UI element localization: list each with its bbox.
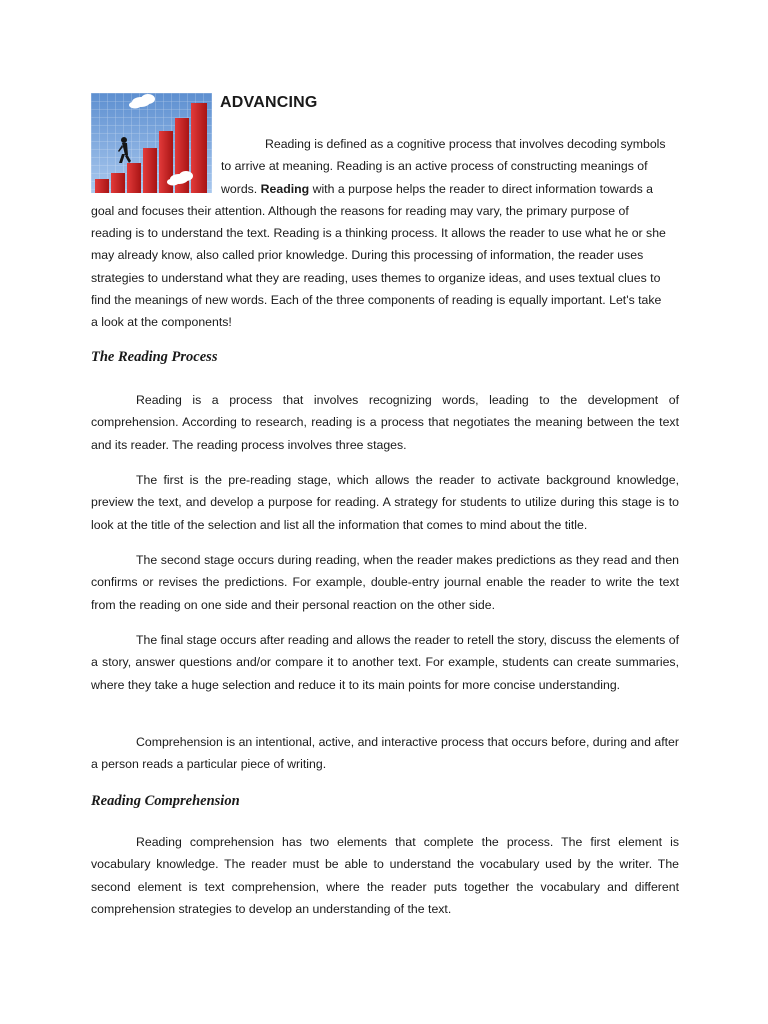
intro-line: reading is to understand the text. Reading is a thinking process. It allows the reader to use what he or she: [91, 226, 666, 241]
intro-text: words.: [221, 181, 261, 196]
body-paragraph: The final stage occurs after reading and allows the reader to retell the story, discuss the elements of a story, answer questions and/or compare it to another text. For example, students can create summaries, where they take a huge selection and reduce it to its main points for more concise understanding.: [91, 633, 679, 692]
intro-line: Reading is defined as a cognitive process that involves decoding symbols: [265, 137, 666, 151]
intro-line: to arrive at meaning. Reading is an active process of constructing meanings of: [221, 159, 648, 174]
intro-line: goal and focuses their attention. Although the reasons for reading may vary, the primary purpose of: [91, 203, 629, 218]
intro-text: with a purpose helps the reader to direct information towards a: [309, 181, 653, 196]
intro-line: [91, 178, 680, 200]
body-paragraph: Reading is a process that involves recognizing words, leading to the development of comprehension. According to research, reading is a process that negotiates the meaning between the text and its reader. The reading process involves three stages.: [91, 393, 679, 452]
page-title: ADVANCING: [220, 94, 318, 111]
body-paragraph: The second stage occurs during reading, when the reader makes predictions as they read and then confirms or revises the predictions. For example, double-entry journal enable the reader to write the text from the reading on one side and their personal reaction on the other side.: [91, 553, 679, 612]
intro-paragraph: [91, 133, 680, 334]
body-paragraph: The first is the pre-reading stage, which allows the reader to activate background knowledge, preview the text, and develop a purpose for reading. A strategy for students to utilize during this stage is to look at the title of the selection and list all the information that comes to mind about the title.: [91, 473, 679, 532]
intro-line: a look at the components!: [91, 315, 232, 330]
body-paragraph: Reading comprehension has two elements that complete the process. The first element is vocabulary knowledge. The reader must be able to understand the vocabulary used by the writer. The second element is text comprehension, where the reader puts together the vocabulary and different comprehension strategies to develop an understanding of the text.: [91, 835, 679, 916]
section-heading-reading-process: The Reading Process: [91, 349, 218, 365]
intro-line: may already know, also called prior knowledge. During this processing of information, the reader uses: [91, 248, 644, 263]
intro-line: strategies to understand what they are reading, uses themes to organize ideas, and uses textual clues to: [91, 270, 661, 285]
body-paragraph: Comprehension is an intentional, active, and interactive process that occurs before, during and after a person reads a particular piece of writing.: [91, 735, 679, 772]
section-heading-reading-comprehension: Reading Comprehension: [91, 793, 240, 809]
intro-line: find the meanings of new words. Each of the three components of reading is equally important. Let's take: [91, 293, 662, 308]
intro-bold-word: Reading: [260, 181, 310, 196]
